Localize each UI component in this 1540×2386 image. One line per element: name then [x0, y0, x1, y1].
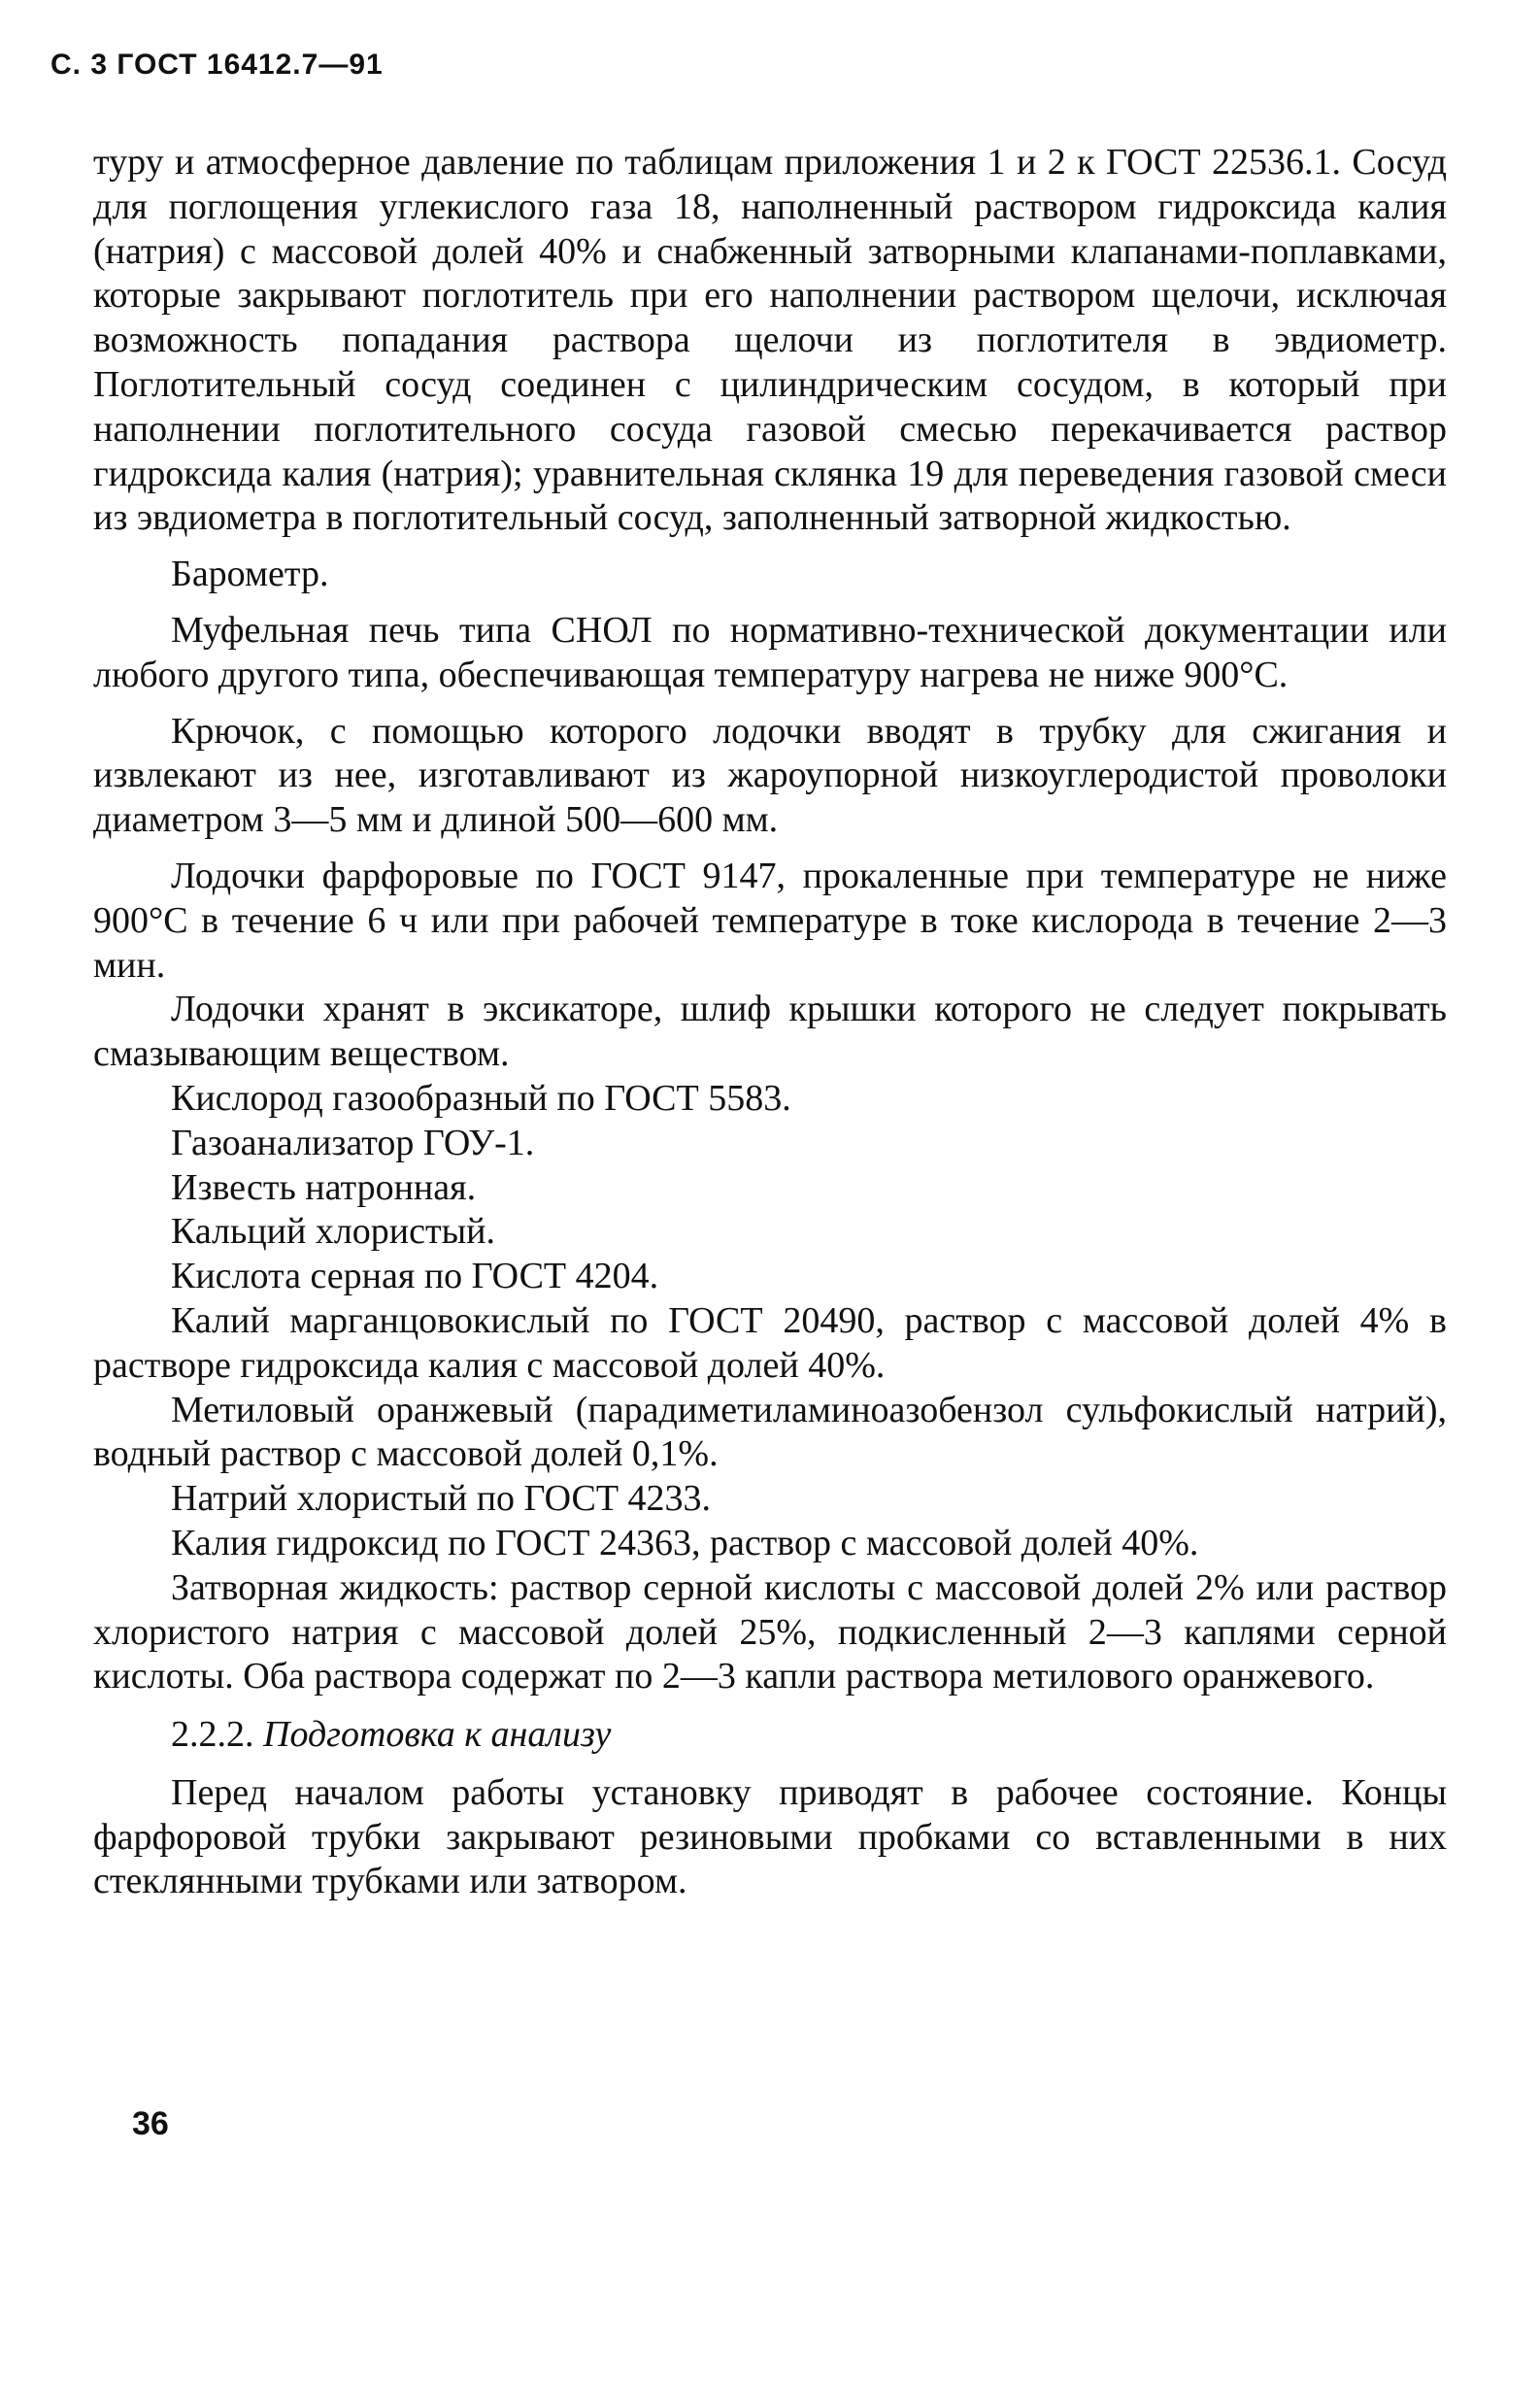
paragraph-barometer: Барометр. [171, 554, 329, 595]
paragraph-continuation: туру и атмосферное давление по таблицам приложения 1 и 2 к ГОСТ 22536.1. Сосуд для поглощения углекислого газа 18, наполненный раствором гидроксида калия (натрия) с массовой долей 40% и снабженный затворными клапанами-поплавками, которые закрывают поглотитель при его наполнении раствором щелочи, исключая возможность попадания раствора щелочи из поглотителя в эвдиометр. Поглотительный сосуд соединен с цилиндрическим сосудом, в который при наполнении поглотительного сосуда газовой смесью перекачивается раствор гидроксида калия (натрия); уравнительная склянка 19 для переведения газовой смеси из эвдиометра в поглотительный сосуд, заполненный затворной жидкостью. [93, 142, 1447, 539]
paragraph-muffle-furnace: Муфельная печь типа СНОЛ по нормативно-технической документации или любого другого типа, обеспечивающая температуру нагрева не ниже 900°С. [93, 609, 1447, 695]
running-header: С. 3 ГОСТ 16412.7—91 [50, 49, 384, 81]
paragraph-potassium-hydroxide: Калия гидроксид по ГОСТ 24363, раствор с массовой долей 40%. [171, 1522, 1199, 1563]
paragraph-preparation: Перед началом работы установку приводят в рабочее состояние. Концы фарфоровой трубки закрывают резиновыми пробками со вставленными в них стеклянными трубками или затвором. [93, 1771, 1447, 1902]
section-number: 2.2.2. [171, 1714, 254, 1756]
paragraph-boats-storage: Лодочки хранят в эксикаторе, шлиф крышки которого не следует покрывать смазывающим веществом. [93, 989, 1447, 1075]
paragraph-gas-analyzer: Газоанализатор ГОУ-1. [171, 1122, 535, 1163]
paragraph-permanganate: Калий марганцовокислый по ГОСТ 20490, раствор с массовой долей 4% в растворе гидроксида калия с массовой долей 40%. [93, 1299, 1447, 1386]
paragraph-sealing-liquid: Затворная жидкость: раствор серной кислоты с массовой долей 2% или раствор хлористого натрия с массовой долей 25%, подкисленный 2—3 каплями серной кислоты. Оба раствора содержат по 2—3 капли раствора метилового оранжевого. [93, 1566, 1447, 1697]
body-text [93, 141, 1447, 1904]
section-title: Подготовка к анализу [263, 1714, 612, 1756]
paragraph-calcium-chloride: Кальций хлористый. [171, 1211, 495, 1253]
paragraph-oxygen: Кислород газообразный по ГОСТ 5583. [171, 1077, 791, 1119]
paragraph-boats: Лодочки фарфоровые по ГОСТ 9147, прокаленные при температуре не ниже 900°С в течение 6 ч или при рабочей температуре в токе кислорода в течение 2—3 мин. [93, 855, 1447, 986]
paragraph-hook: Крючок, с помощью которого лодочки вводят в трубку для сжигания и извлекают из нее, изготавливают из жароупорной низкоуглеродистой проволоки диаметром 3—5 мм и длиной 500—600 мм. [93, 710, 1447, 841]
section-heading [93, 1713, 1447, 1758]
paragraph-sulfuric-acid: Кислота серная по ГОСТ 4204. [171, 1256, 659, 1297]
paragraph-sodium-chloride: Натрий хлористый по ГОСТ 4233. [171, 1478, 712, 1520]
paragraph-soda-lime: Известь натронная. [171, 1166, 477, 1208]
page-number: 36 [132, 2105, 169, 2142]
paragraph-methyl-orange: Метиловый оранжевый (парадиметиламиноазобензол сульфокислый натрий), водный раствор с массовой долей 0,1%. [93, 1389, 1447, 1475]
